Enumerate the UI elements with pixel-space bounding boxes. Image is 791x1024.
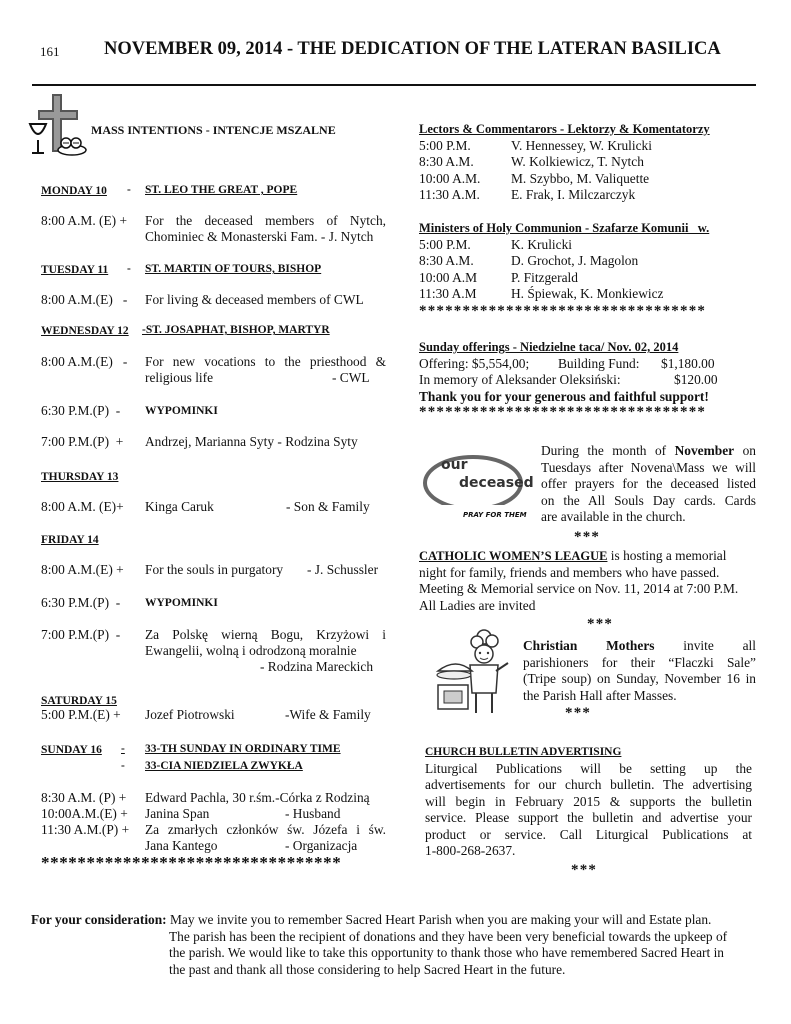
star-divider: ********************************* [41,853,342,872]
ministers-section [419,220,759,303]
lector-row [419,138,759,155]
advertising-heading: CHURCH BULLETIN ADVERTISING [425,746,622,758]
minister-names: P. Fitzgerald [511,269,578,285]
advertising-line: product or service. Call Liturgical Publications at [425,826,752,842]
mass-time: 8:00 A.M.(E) + [41,562,124,577]
mass-entry [41,499,386,516]
star-divider: *** [565,705,592,721]
mothers-line: parishioners for their “Flaczki Sale” [523,654,756,670]
mass-time: 8:00 A.M. (E) + [41,213,128,228]
logo-our: our [441,457,468,473]
intention-line: For new vocations to the priesthood & [145,354,386,369]
intention-line: religious life [145,370,214,385]
cwl-name: CATHOLIC WOMEN’S LEAGUE [419,549,608,563]
intention-by: - Son & Family [286,499,370,514]
mass-time: 8:00 A.M.(E) - [41,292,128,307]
page-number: 161 [40,44,60,59]
advertising-section [425,744,752,860]
mass-entry [41,790,386,807]
mass-time: 7:00 P.M.(P) + [41,434,124,449]
minister-row [419,286,759,303]
intention-line: For the souls in purgatory [145,562,284,577]
star-divider: ********************************* [419,303,707,319]
intention-line: Andrzej, Marianna Syty - Rodzina Syty [145,434,358,449]
mass-entry [41,562,386,579]
wednesday-heading [41,322,386,340]
day-label: SUNDAY 16 [41,744,102,756]
mass-time: 11:30 A.M.(P) + [41,822,130,837]
memorial-amount: $120.00 [674,372,718,387]
mass-time: 6:30 P.M.(P) - [41,403,121,418]
lector-row [419,187,759,204]
offering-total: Offering: $5,554,00; [419,355,530,371]
consideration-line: the past and thank all those considering to help Sacred Heart in the future. [169,961,566,977]
deceased-line: on the All Souls Day cards. Cards [541,492,756,508]
star-divider: *** [587,616,614,632]
cwl-line: Meeting & Memorial service on Nov. 11, 2014 at 7:00 P.M. [419,581,739,596]
deceased-text [541,443,756,526]
lector-row [419,154,759,171]
mothers-line: the Parish Hall after Masses. [523,687,677,703]
mass-entry [41,403,386,420]
consideration-line: the parish. We would like to take this opportunity to thank those who have remembered Sacred Heart in [169,945,724,960]
lector-time: 5:00 P.M. [419,137,471,153]
dash: - [127,184,131,196]
mass-entry [41,707,386,724]
intention-by: - CWL [332,370,370,385]
intention-line: WYPOMINKI [145,405,218,417]
minister-time: 11:30 A.M [419,286,477,301]
building-fund-amount: $1,180.00 [661,355,715,371]
memorial-line [419,372,759,389]
mass-time: 6:30 P.M.(P) - [41,595,121,610]
mass-entry [41,354,386,371]
mass-time: 8:30 A.M. (P) + [41,790,127,805]
dash: - [121,760,125,772]
cwl-line: night for family, friends and members who have passed. [419,564,720,580]
memorial-label: In memory of Aleksander Oleksiński: [419,372,621,387]
mass-time: 10:00A.M.(E) + [41,806,128,821]
minister-names: H. Śpiewak, K. Monkiewicz [511,286,664,301]
intention-by: -Wife & Family [285,707,371,722]
mass-entry [41,213,386,230]
intention-by: - Organizacja [285,838,358,853]
day-label: FRIDAY 14 [41,534,99,546]
deceased-line: During the month of November on [541,443,756,458]
thanks-text: Thank you for your generous and faithful support! [419,388,709,404]
advertising-line: Liturgical Publications will be setting up the [425,760,752,776]
cwl-section [419,548,764,614]
day-label: THURSDAY 13 [41,471,119,483]
star-divider: *** [574,529,601,545]
advertising-line: 1-800-268-2637. [425,843,516,858]
mass-time: 7:00 P.M.(P) - [41,627,121,642]
lector-names: V. Hennessey, W. Krulicki [511,137,652,153]
mass-time: 5:00 P.M.(E) + [41,707,121,722]
our-deceased-logo [419,449,534,521]
ministers-heading: Ministers of Holy Communion - Szafarze Komunii _w. [419,221,710,235]
logo-deceased: deceased [459,475,534,491]
sunday-title: 33-TH SUNDAY IN ORDINARY TIME [145,743,341,755]
minister-time: 8:30 A.M. [419,253,474,268]
mass-entry [41,806,386,823]
consideration-line: The parish has been the recipient of donations and they have been very beneficial towards the upkeep of [169,928,728,944]
lectors-heading: Lectors & Commentarors - Lektorzy & Komentatorzy [419,122,710,136]
mass-time: 8:00 A.M.(E) - [41,354,128,369]
intention-by: - Husband [285,806,341,821]
lector-row [419,171,759,188]
mass-entry [41,627,386,644]
lector-time: 10:00 A.M. [419,170,481,186]
minister-row [419,237,759,254]
offering-line [419,356,759,373]
lector-names: W. Kolkiewicz, T. Nytch [511,154,644,169]
advertising-line: service. Please support the bulletin and advertise your [425,810,752,825]
mass-entry [41,822,386,839]
sunday-heading [41,741,386,759]
star-divider: *** [571,862,598,878]
mass-time: 8:00 A.M. (E)+ [41,499,124,514]
cross-chalice-bread-icon [28,94,90,160]
sunday-title: 33-CIA NIEDZIELA ZWYKŁA [145,760,303,772]
lectors-section [419,121,759,204]
intention-line: Janina Span [145,806,210,821]
intention-by: - Rodzina Mareckich [260,659,374,674]
cwl-line: CATHOLIC WOMEN’S LEAGUE is hosting a memorial [419,548,727,563]
intention-line: Kinga Caruk [145,499,214,514]
intention-line: Ewangelii, wolną i odrodzoną moralnie [145,643,357,658]
intention-by: - J. Schussler [307,562,379,577]
minister-names: D. Grochot, J. Magolon [511,253,639,268]
minister-names: K. Krulicki [511,236,572,252]
mothers-line: (Tripe soup) on Sunday, November 16 in [523,671,756,686]
mothers-text [523,638,756,704]
lector-names: M. Szybbo, M. Valiquette [511,170,650,186]
cwl-line: All Ladies are invited [419,597,536,613]
day-label: TUESDAY 11 [41,264,109,276]
mass-entry [41,595,386,612]
offerings-heading: Sunday offerings - Niedzielne taca/ Nov. 02, 2014 [419,340,679,354]
day-label: MONDAY 10 [41,185,107,197]
chef-cooking-icon [432,627,516,715]
minister-row [419,253,759,270]
page-title: NOVEMBER 09, 2014 - THE DEDICATION OF THE LATERAN BASILICA [104,39,721,59]
consideration-section [31,912,761,978]
saint-label: ST. MARTIN OF TOURS, BISHOP [145,263,322,275]
thursday-heading [41,468,386,486]
mass-entry [41,434,386,451]
dash: - [127,263,131,275]
consideration-line: For your consideration: May we invite you to remember Sacred Heart Parish when you are making your will and Estate plan. [31,912,712,927]
intention-line: Jozef Piotrowski [145,707,235,722]
star-divider: ********************************* [419,404,707,420]
logo-pray: PRAY FOR THEM [463,511,527,519]
advertising-line: will begin in February 2015 & supports the bulletin [425,793,752,809]
consideration-label: For your consideration: [31,912,167,927]
header-rule [32,84,756,86]
monday-heading [41,182,386,200]
intention-line: Za zmarłych członków św. Józefa i św. [145,822,386,837]
intention-line: For living & deceased members of CWL [145,292,364,307]
day-label: WEDNESDAY 12 [41,325,129,337]
friday-heading [41,531,386,549]
intention-line: For the deceased members of Nytch, [145,213,386,228]
deceased-line: Tuesdays after Novena\Mass we will [541,459,756,475]
deceased-line: offer prayers for the deceased listed [541,476,756,491]
mothers-line: Christian Mothers invite all [523,638,756,653]
saint-label: ST. LEO THE GREAT , POPE [145,184,298,196]
deceased-line: are available in the church. [541,509,686,524]
intention-line: Za Polskę wierną Bogu, Krzyżowi i [145,627,386,642]
day-label: SATURDAY 15 [41,695,117,707]
building-fund-label: Building Fund: [558,355,640,371]
minister-row [419,270,759,287]
lector-time: 8:30 A.M. [419,154,474,169]
minister-time: 5:00 P.M. [419,236,471,252]
intention-line: Chominiec & Monasterski Fam. - J. Nytch [145,229,374,244]
lector-names: E. Frak, I. Milczarczyk [511,187,636,202]
minister-time: 10:00 A.M [419,269,478,285]
dash: - [121,743,125,755]
intention-line: Edward Pachla, 30 r.śm.-Córka z Rodziną [145,790,370,805]
intention-line: Jana Kantego [145,838,218,853]
saint-label: -ST. JOSAPHAT, BISHOP, MARTYR [142,324,330,336]
advertising-line: advertisements for our church bulletin. The advertising [425,777,752,792]
intention-line: WYPOMINKI [145,597,218,609]
tuesday-heading [41,261,386,279]
mass-intentions-heading: MASS INTENTIONS - INTENCJE MSZALNE [91,123,336,137]
mass-entry [41,292,386,309]
offerings-section [419,339,759,405]
lector-time: 11:30 A.M. [419,187,480,202]
